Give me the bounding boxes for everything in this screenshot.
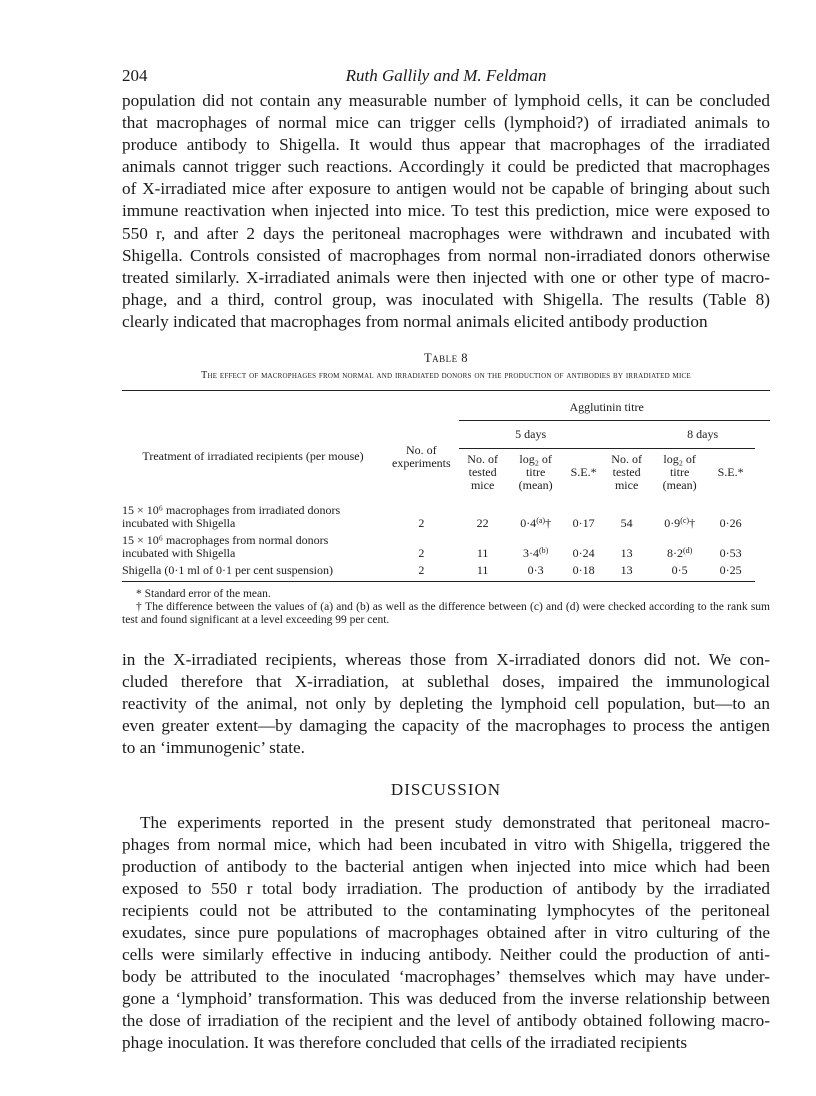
- cell-se-8: 0·25: [719, 563, 742, 578]
- cell-experiments: 2: [418, 516, 425, 531]
- table-row: [122, 530, 770, 560]
- cell-treatment: 15 × 10⁶ macrophages from irradiated donors incubated with Shigella: [122, 503, 341, 531]
- cell-experiments: 2: [418, 563, 425, 578]
- cell-tested-8: 54: [620, 516, 633, 531]
- text-line: exudates, since pure populations of macrophages obtained after in vitro culturing of the: [122, 922, 770, 942]
- header-log2-5: log₂ of titre (mean): [507, 449, 565, 497]
- header-treatment: Treatment of irradiated recipients (per mouse): [142, 449, 364, 464]
- data-table: [122, 390, 770, 582]
- text-line: Shigella. Controls consisted of macrophages from normal non-irradiated donors otherwise: [122, 245, 770, 265]
- text-line: clearly indicated that macrophages from normal animals elicited antibody production: [122, 311, 708, 331]
- cell-log2-8: [653, 530, 707, 560]
- text-line: body be attributed to the inoculated ‘macrophages’ themselves which may have under-: [122, 967, 770, 987]
- cell-se-8: 0·26: [719, 516, 742, 531]
- cell-tested-5: 11: [476, 563, 489, 578]
- footnote-marker: (b): [538, 546, 549, 556]
- header-experiments: No. of experiments: [392, 442, 451, 470]
- text-line: exposed to 550 r total body irradiation. The production of antibody by the irradiated: [122, 878, 770, 898]
- table-row: [122, 496, 770, 530]
- page-header: [122, 60, 770, 86]
- log-value: 0·9: [664, 516, 681, 531]
- page-number: 204: [122, 66, 148, 85]
- log-value: 0·4: [520, 516, 537, 531]
- footnote-marker: (d): [682, 546, 693, 556]
- footnote-significance: † The difference between the values of (a) and (b) as well as the difference between (c) and (d) were checked according to the rank sum test and found significant at a level exceeding 99 per cent.: [122, 601, 770, 627]
- section-heading-discussion: DISCUSSION: [390, 779, 502, 799]
- cell-tested-5: 11: [476, 546, 489, 561]
- paragraph-conclusion: [122, 649, 770, 759]
- cell-se-5: 0·24: [572, 546, 595, 561]
- cell-tested-5: 22: [476, 516, 489, 531]
- cell-tested-8: 13: [620, 563, 633, 578]
- cell-log2-5: [507, 530, 565, 560]
- cell-log2-5: [507, 560, 565, 577]
- paragraph-results-continued: [122, 90, 770, 333]
- text-line: production of antibody to the bacterial antigen when injected into mice which had been: [122, 856, 770, 876]
- cell-experiments: 2: [418, 546, 425, 561]
- table-row: [122, 560, 770, 577]
- header-se-5: S.E.*: [565, 449, 603, 497]
- footnote-se: * Standard error of the mean.: [136, 588, 271, 601]
- text-line: the dose of irradiation of the recipient and the level of antibody obtained following macro-: [122, 1011, 770, 1031]
- text-line: animals cannot trigger such reactions. Accordingly it could be predicted that macrophages: [122, 157, 770, 177]
- log-value: 8·2: [666, 546, 683, 561]
- dagger-marker: †: [689, 516, 696, 531]
- text-line: The experiments reported in the present study demonstrated that peritoneal macro-: [140, 812, 770, 832]
- cell-treatment: Shigella (0·1 ml of 0·1 per cent suspension): [122, 563, 333, 578]
- paragraph-discussion: [122, 812, 770, 1055]
- text-line: population did not contain any measurable number of lymphoid cells, it can be concluded: [122, 91, 770, 110]
- table-caption: The effect of macrophages from normal and irradiated donors on the production of antibodies by irradiated mice: [201, 370, 691, 382]
- text-line: in the X-irradiated recipients, whereas those from X-irradiated donors did not. We con-: [122, 650, 770, 670]
- text-line: phage, and a third, control group, was inoculated with Shigella. The results (Table 8): [122, 289, 770, 309]
- cell-tested-8: 13: [620, 546, 633, 561]
- page: [122, 60, 770, 1055]
- cell-se-5: 0·18: [572, 563, 595, 578]
- text-line: even greater extent—by damaging the capacity of the macrophages to process the antigen: [122, 716, 770, 736]
- log-value: 0·5: [671, 563, 688, 578]
- text-line: cells were similarly effective in inducing antibody. Neither could the production of anti-: [122, 945, 770, 965]
- header-se-8: S.E.*: [707, 449, 755, 497]
- dagger-marker: †: [545, 516, 552, 531]
- text-line: to an ‘immunogenic’ state.: [122, 738, 305, 758]
- cell-log2-8: [653, 560, 707, 577]
- cell-se-8: 0·53: [719, 546, 742, 561]
- footnote-marker: (c): [680, 516, 690, 526]
- cell-log2-8: [653, 496, 707, 530]
- text-line: produce antibody to Shigella. It would thus appear that macrophages of the irradiated: [122, 135, 770, 155]
- header-tested-8: No. of tested mice: [603, 449, 651, 497]
- cell-log2-5: [507, 496, 565, 530]
- text-line: gone a ‘lymphoid’ transformation. This was deduced from the inverse relationship between: [122, 989, 770, 1009]
- text-line: treated similarly. X-irradiated animals were then injected with one or other type of macro-: [122, 267, 770, 287]
- header-8-days: 8 days: [651, 421, 755, 449]
- text-line: recipients could not be attributed to the contaminating lymphocytes of the peritoneal: [122, 900, 770, 920]
- log-value: 3·4: [522, 546, 539, 561]
- cell-treatment: 15 × 10⁶ macrophages from normal donors incubated with Shigella: [122, 533, 329, 561]
- text-line: 550 r, and after 2 days the peritoneal macrophages were withdrawn and incubated with: [122, 223, 770, 243]
- text-line: immune reactivation when injected into mice. To test this prediction, mice were exposed to: [122, 201, 770, 221]
- table-title: Table 8: [423, 351, 468, 366]
- text-line: reactivity of the animal, not only by depleting the lymphoid cell population, but—to an: [122, 694, 770, 714]
- footnote-marker: (a): [536, 516, 546, 526]
- text-line: cluded therefore that X-irradiation, at sublethal doses, impaired the immunological: [122, 672, 770, 692]
- running-head: Ruth Gallily and M. Feldman: [345, 66, 547, 85]
- table-footnotes: [122, 588, 770, 627]
- log-value: 0·3: [527, 563, 544, 578]
- text-line: that macrophages of normal mice can trigger cells (lymphoid?) of irradiated animals to: [122, 113, 770, 133]
- header-tested-5: No. of tested mice: [459, 449, 507, 497]
- text-line: phage inoculation. It was therefore concluded that cells of the irradiated recipients: [122, 1033, 688, 1053]
- text-line: of X-irradiated mice after exposure to antigen would not be capable of bringing about such: [122, 179, 770, 199]
- header-5-days: 5 days: [459, 421, 603, 449]
- cell-se-5: 0·17: [572, 516, 595, 531]
- text-line: phages from normal mice, which had been incubated in vitro with Shigella, triggered the: [122, 834, 770, 854]
- header-agglutinin: Agglutinin titre: [569, 400, 644, 415]
- header-log2-8: log₂ of titre (mean): [653, 449, 707, 497]
